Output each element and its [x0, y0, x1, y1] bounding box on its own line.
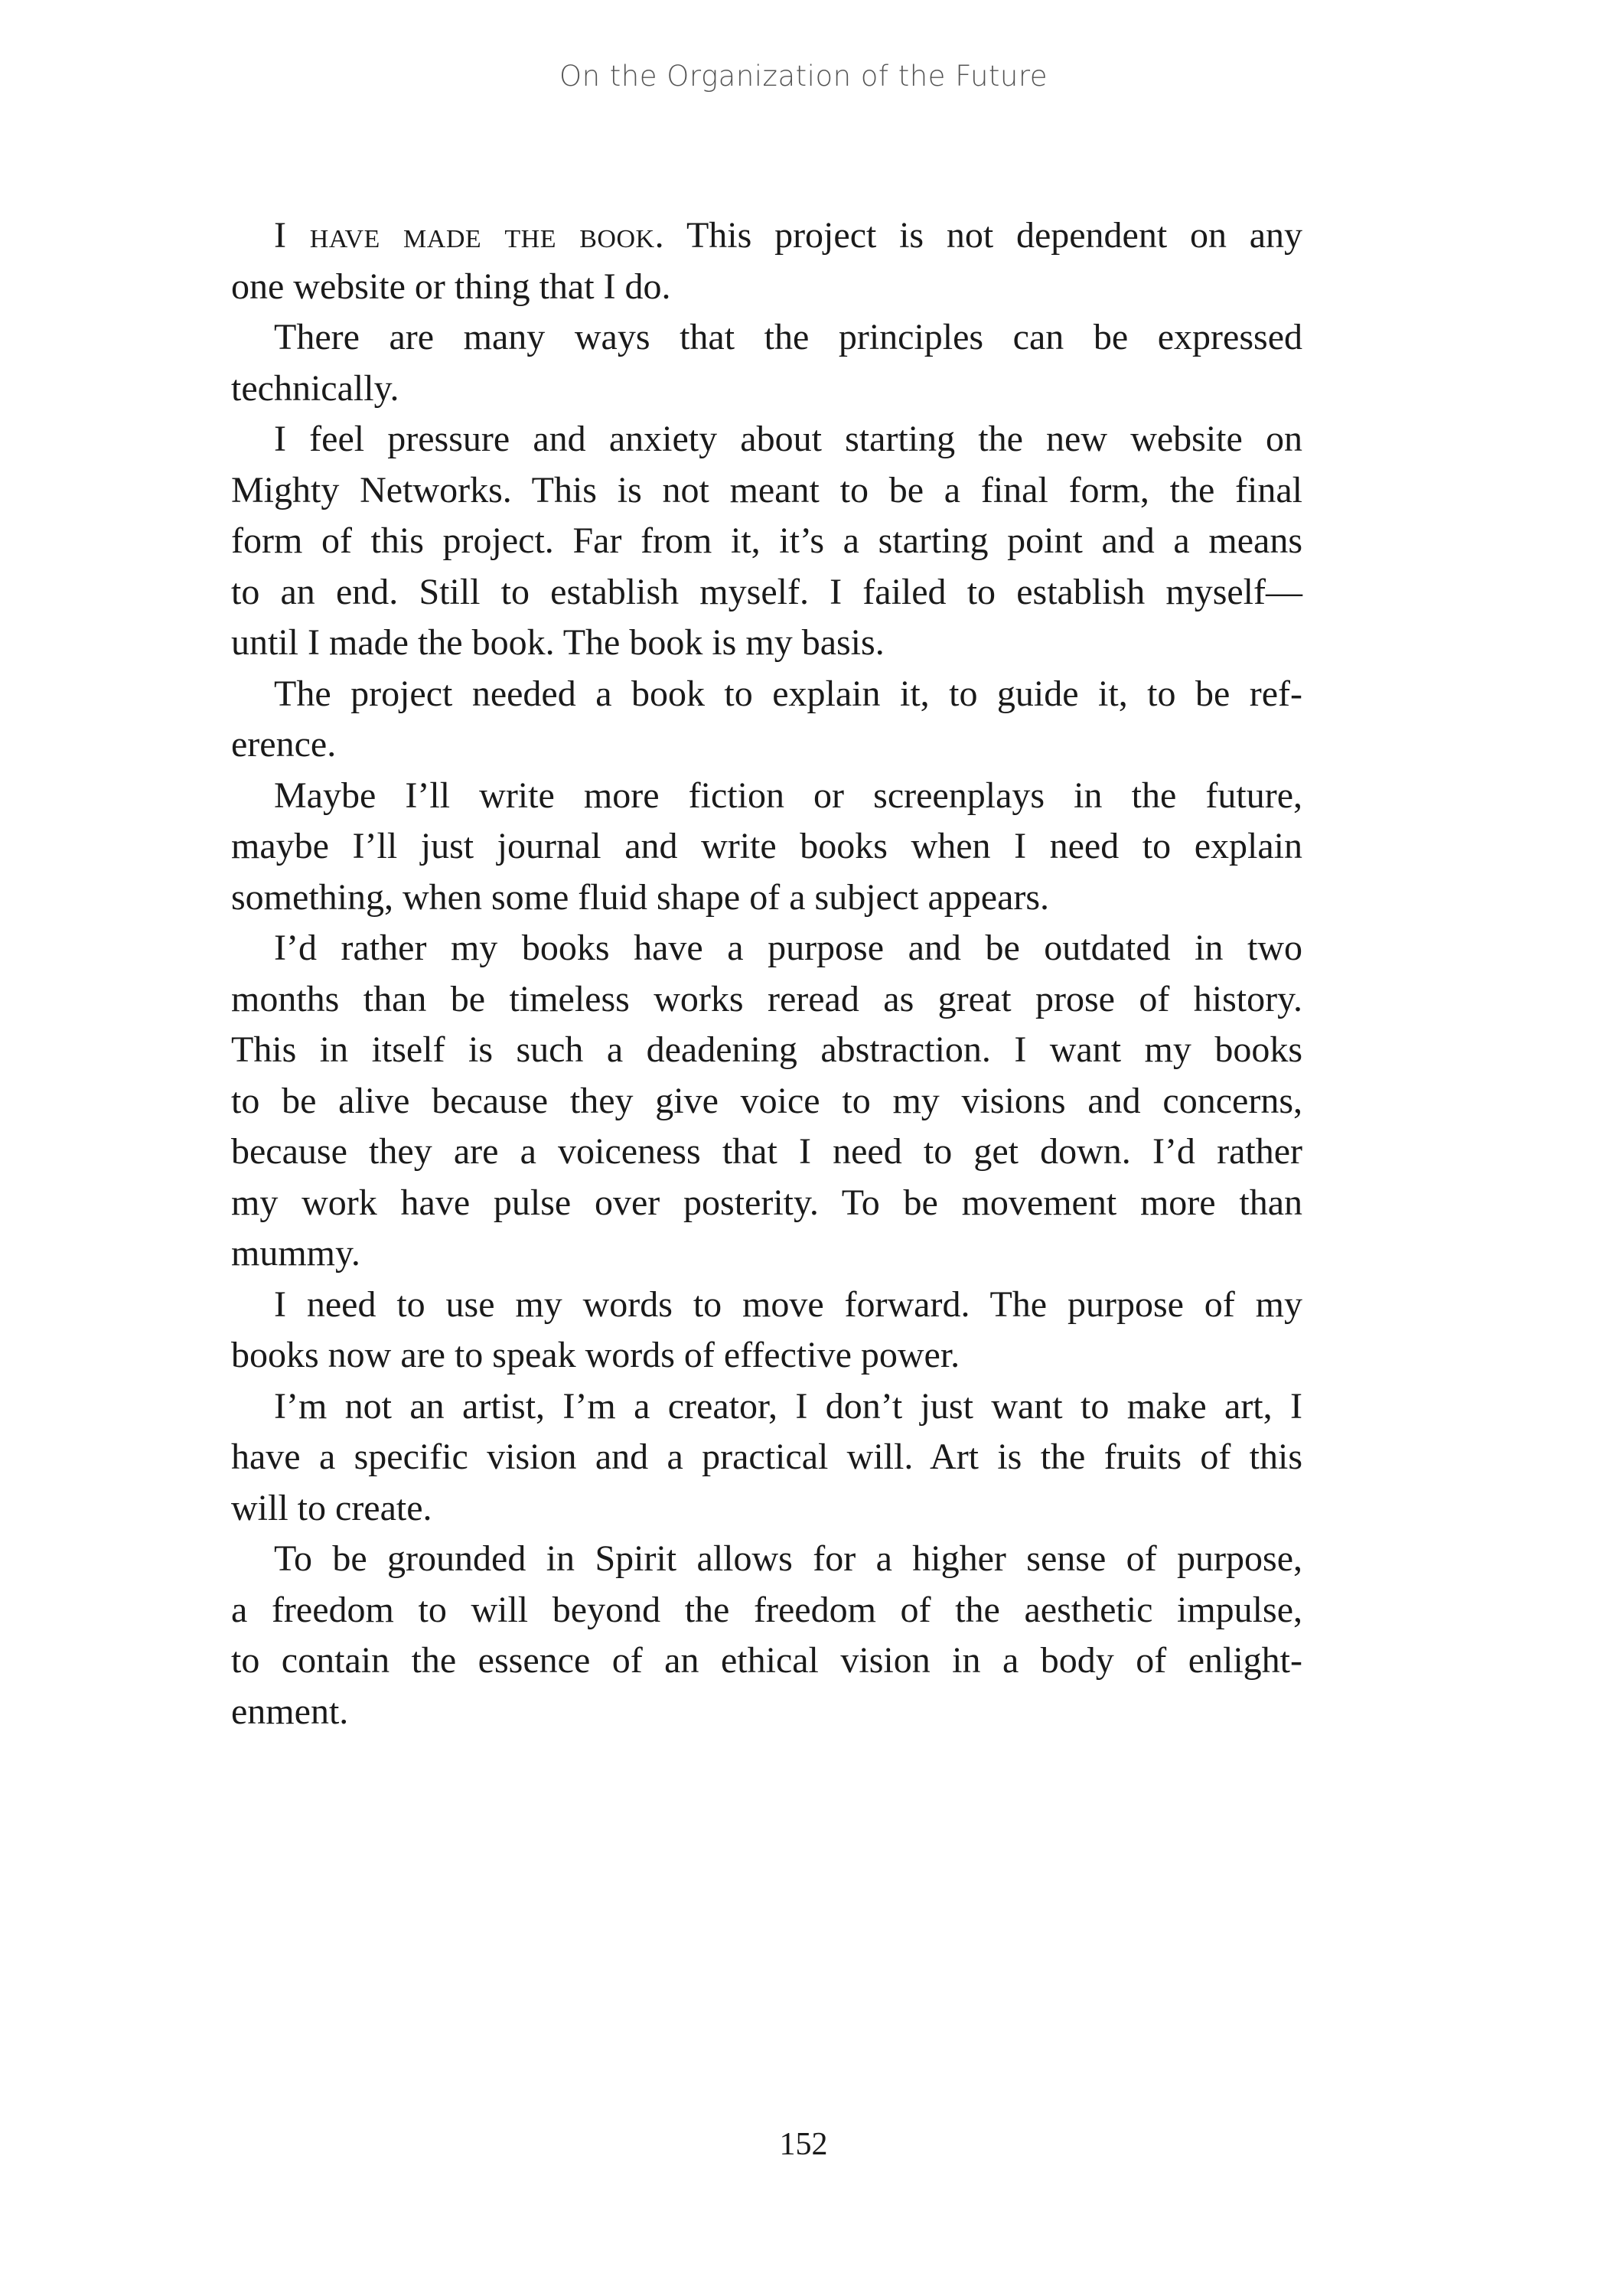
line-text: because they are a voiceness that I need to get down. I’d rather: [231, 1131, 1302, 1172]
text-line: [231, 872, 1302, 924]
paragraph: [231, 1534, 1302, 1737]
body-text: [231, 210, 1302, 1737]
paragraph: [231, 771, 1302, 924]
paragraph: [231, 669, 1302, 771]
line-text: until I made the book. The book is my basis.: [231, 622, 885, 663]
line-text: There are many ways that the principles can be expressed: [274, 317, 1302, 357]
text-line: [231, 1178, 1302, 1229]
line-text: To be grounded in Spirit allows for a higher sense of purpose,: [274, 1538, 1302, 1579]
text-line: [231, 312, 1302, 364]
text-line: [231, 1432, 1302, 1483]
line-text: months than be timeless works reread as great prose of history.: [231, 978, 1302, 1019]
line-text: I feel pressure and anxiety about starting the new website on: [274, 419, 1302, 459]
text-line: [231, 669, 1302, 720]
line-text: The project needed a book to explain it, to guide it, to be ref-: [274, 673, 1302, 714]
line-text: have a specific vision and a practical will. Art is the fruits of this: [231, 1437, 1302, 1477]
text-line: [231, 1076, 1302, 1127]
text-line: [231, 516, 1302, 567]
text-line: [231, 974, 1302, 1026]
paragraph: [231, 312, 1302, 414]
line-text: one website or thing that I do.: [231, 266, 671, 307]
line-text: my work have pulse over posterity. To be movement more than: [231, 1182, 1302, 1223]
line-text: enment.: [231, 1691, 349, 1732]
text-line: [231, 923, 1302, 974]
line-text: Maybe I’ll write more fiction or screenplays in the future,: [274, 775, 1302, 816]
text-line: [231, 567, 1302, 618]
line-text: I’d rather my books have a purpose and be outdated in two: [274, 928, 1302, 968]
text-line: [231, 771, 1302, 822]
line-text: mummy.: [231, 1233, 360, 1274]
text-line: [231, 465, 1302, 517]
text-line: [231, 1687, 1302, 1738]
text-line: [231, 1483, 1302, 1534]
line-text: I need to use my words to move forward. The purpose of my: [274, 1283, 1302, 1325]
text-line: [231, 821, 1302, 872]
text-line: [231, 1280, 1302, 1331]
line-text: I’m not an artist, I’m a creator, I don’t just want to make art, I: [274, 1385, 1302, 1427]
line-text: to an end. Still to establish myself. I failed to establish myself—: [231, 571, 1302, 612]
paragraph: [231, 1381, 1302, 1534]
paragraph: [231, 1280, 1302, 1381]
paragraph: [231, 923, 1302, 1280]
text-line: [231, 1534, 1302, 1585]
text-line: [231, 364, 1302, 415]
line-text: will to create.: [231, 1487, 432, 1528]
text-line: [231, 262, 1302, 313]
line-text: to contain the essence of an ethical vision in a body of enlight-: [231, 1640, 1302, 1681]
line-text: This in itself is such a deadening abstraction. I want my books: [231, 1029, 1302, 1070]
text-line: [231, 1127, 1302, 1178]
line-text: to be alive because they give voice to my visions and concerns,: [231, 1080, 1302, 1121]
text-line: [231, 1025, 1302, 1076]
small-caps-lead: I have made the book.: [274, 215, 665, 256]
text-line: [231, 1330, 1302, 1381]
text-line: [231, 1585, 1302, 1636]
text-line: [231, 1636, 1302, 1687]
text-line: [231, 1381, 1302, 1433]
paragraph: [231, 414, 1302, 669]
text-line: [231, 210, 1302, 262]
text-line: [231, 1228, 1302, 1280]
line-text: Mighty Networks. This is not meant to be a final form, the final: [231, 469, 1302, 510]
line-text: technically.: [231, 367, 399, 409]
line-text: maybe I’ll just journal and write books when I need to explain: [231, 826, 1302, 866]
text-line: [231, 719, 1302, 771]
text-line: [231, 618, 1302, 669]
line-text: erence.: [231, 724, 337, 765]
page-number: 152: [779, 2127, 828, 2162]
line-text: something, when some fluid shape of a subject appears.: [231, 876, 1050, 918]
line-text: form of this project. Far from it, it’s a starting point and a means: [231, 520, 1302, 561]
line-text: This project is not dependent on any: [664, 215, 1303, 256]
line-text: a freedom to will beyond the freedom of the aesthetic impulse,: [231, 1589, 1302, 1630]
line-text: books now are to speak words of effective power.: [231, 1335, 960, 1375]
paragraph: [231, 210, 1302, 312]
text-line: [231, 414, 1302, 465]
running-header: On the Organization of the Future: [559, 60, 1048, 93]
